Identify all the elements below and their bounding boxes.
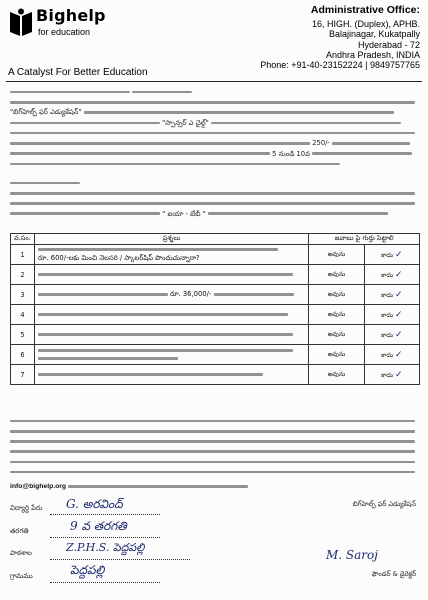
answer-no-label: కాదు	[381, 251, 394, 259]
question-text	[34, 365, 308, 385]
answer-no	[364, 345, 419, 365]
closing-paragraph	[10, 416, 418, 477]
office-line: Balajinagar, Kukatpally	[328, 29, 420, 40]
fill-line	[50, 582, 160, 583]
bighelp-logo	[8, 6, 128, 58]
handwritten-class: 9 వ తరగతి	[70, 519, 127, 533]
intro-paragraph	[10, 87, 418, 169]
office-line: 16, HIGH. (Duplex), APHB.	[311, 19, 420, 29]
tick-mark-icon: ✓	[395, 369, 403, 380]
brand-name: Bighelp	[36, 6, 106, 25]
tick-mark-icon: ✓	[395, 329, 403, 340]
answer-yes: అవును	[309, 325, 365, 345]
col-header-answer: జవాబు పై గుర్తు పెట్టాలి	[309, 234, 420, 245]
answer-no	[364, 365, 419, 385]
question-amount: రూ. 600/-లకు మించి నెలసరి / స్కాలర్‌షిప్ పొందుచున్నారా?	[37, 253, 200, 262]
fill-line	[50, 537, 160, 538]
row-number: 1	[11, 245, 35, 265]
row-number: 4	[11, 305, 35, 325]
field-label-village: గ్రామము	[10, 572, 33, 580]
quoted-org-name: "బిగ్‌హెల్ప్ ఫర్ ఎడ్యుకేషన్"	[10, 108, 82, 117]
fill-line	[50, 559, 190, 560]
field-label-name: విద్యార్థి పేరు	[10, 504, 43, 512]
answer-yes: అవును	[309, 245, 365, 265]
answer-no	[364, 305, 419, 325]
answer-no-label: కాదు	[381, 311, 394, 319]
answer-no-label: కాదు	[381, 371, 394, 379]
answer-yes: అవును	[309, 265, 365, 285]
answer-yes: అవును	[309, 345, 365, 365]
col-header-questions: ప్రశ్నలు	[34, 234, 308, 245]
answer-no	[364, 325, 419, 345]
col-header-serial: వ.సం.	[11, 234, 35, 245]
question-text	[34, 325, 308, 345]
office-line: Hyderabad - 72	[357, 39, 420, 50]
tick-mark-icon: ✓	[395, 289, 403, 300]
answer-yes: అవును	[309, 305, 365, 325]
row-number: 3	[11, 285, 35, 305]
row-number: 2	[11, 265, 35, 285]
row-number: 6	[11, 345, 35, 365]
table-row	[11, 305, 420, 325]
answer-no	[364, 265, 419, 285]
answer-yes: అవును	[309, 365, 365, 385]
quoted-program-name: "స్పాన్సర్ ఎ చైల్డ్"	[162, 118, 209, 127]
email-address: info@bighelp.org	[10, 483, 67, 490]
field-label-class: తరగతి	[10, 527, 29, 535]
handwritten-signature: M. Saroj	[326, 548, 378, 562]
sign-caption-top: బిగ్‌హెల్ప్ ఫర్ ఎడ్యుకేషన్	[352, 500, 416, 508]
class-range: 5 నుండి 10వ	[272, 149, 310, 158]
fill-line	[50, 514, 160, 515]
table-row	[11, 245, 420, 265]
tick-mark-icon: ✓	[395, 269, 403, 280]
header-divider	[6, 81, 422, 82]
row-number: 5	[11, 325, 35, 345]
answer-no-label: కాదు	[381, 331, 394, 339]
table-row	[11, 365, 420, 385]
brand-subtitle: for education	[38, 27, 91, 37]
office-phone: Phone: +91-40-23152224 | 9849757765	[260, 60, 420, 71]
amount-text: 250/-	[312, 139, 330, 148]
question-table	[10, 233, 420, 385]
answer-no-label: కాదు	[381, 351, 394, 359]
answer-yes: అవును	[309, 285, 365, 305]
answer-no-label: కాదు	[381, 271, 394, 279]
answer-no	[364, 245, 419, 265]
table-row	[11, 345, 420, 365]
office-title: Administrative Office:	[310, 4, 420, 16]
question-text	[34, 305, 308, 325]
contact-email	[10, 483, 248, 490]
handwritten-student-name: G. అరవింద్	[66, 497, 123, 511]
question-text	[34, 285, 308, 305]
answer-no	[364, 285, 419, 305]
table-row	[11, 285, 420, 305]
tagline: A Catalyst For Better Education	[8, 67, 148, 78]
instruction-paragraph	[10, 178, 418, 219]
tick-mark-icon: ✓	[395, 349, 403, 360]
table-row	[11, 265, 420, 285]
question-text	[34, 245, 308, 265]
tick-mark-icon: ✓	[395, 309, 403, 320]
quoted-student-blank: " ఐయా - బేబీ "	[162, 209, 206, 218]
handwritten-village: పెద్దపల్లి	[70, 563, 105, 577]
handwritten-school: Z.P.H.S. పెద్దపల్లి	[66, 541, 145, 554]
sign-caption-bottom: ఫౌండర్ & డైరెక్టర్	[371, 570, 416, 578]
row-number: 7	[11, 365, 35, 385]
question-text	[34, 345, 308, 365]
office-address	[220, 4, 420, 70]
table-row	[11, 325, 420, 345]
office-line: Andhra Pradesh, INDIA	[325, 49, 420, 60]
tick-mark-icon: ✓	[395, 249, 403, 260]
field-label-school: పాఠశాల	[10, 549, 32, 557]
question-amount: రూ. 36,000/-	[169, 289, 212, 298]
question-text	[34, 265, 308, 285]
book-icon	[8, 8, 34, 38]
answer-no-label: కాదు	[381, 291, 394, 299]
